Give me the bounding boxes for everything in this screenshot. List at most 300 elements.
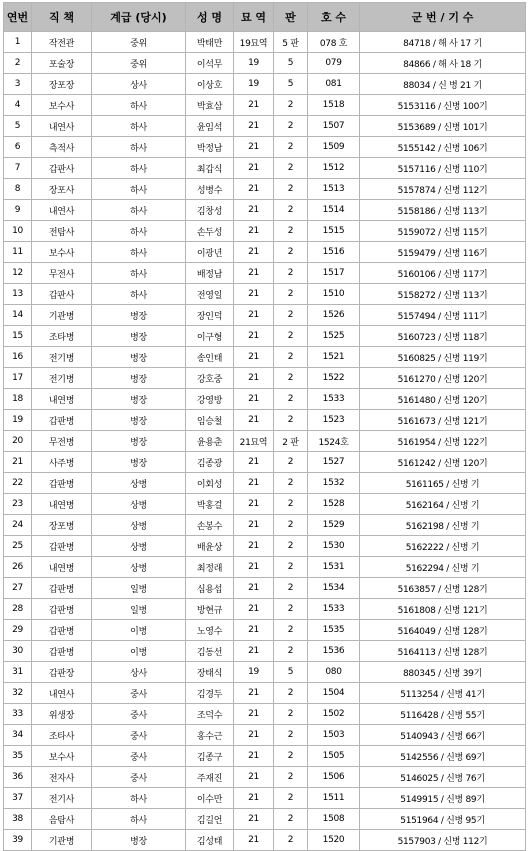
cell-plot: 2: [274, 704, 308, 725]
cell-name: 심용섭: [186, 578, 234, 599]
cell-grave: 21: [234, 683, 274, 704]
cell-no: 11: [4, 242, 32, 263]
header-service: 군 번 / 기 수: [360, 3, 526, 32]
cell-no: 3: [4, 74, 32, 95]
cell-name: 송인태: [186, 347, 234, 368]
cell-plot: 2: [274, 767, 308, 788]
cell-name: 조덕수: [186, 704, 234, 725]
cell-service: 5160723 / 신병 118기: [360, 326, 526, 347]
cell-name: 방현규: [186, 599, 234, 620]
table-row: [4, 557, 526, 578]
cell-service: 5116428 / 신병 55기: [360, 704, 526, 725]
header-plot: 판: [274, 3, 308, 32]
table-row: [4, 473, 526, 494]
cell-grave: 21: [234, 473, 274, 494]
table-row: [4, 662, 526, 683]
cell-no: 5: [4, 116, 32, 137]
cell-rank: 하사: [92, 242, 186, 263]
cell-ho: 1528: [308, 494, 360, 515]
cell-service: 5161808 / 신병 121기: [360, 599, 526, 620]
cell-service: 84718 / 해 사 17 기: [360, 32, 526, 53]
cell-ho: 1536: [308, 641, 360, 662]
table-row: [4, 179, 526, 200]
cell-grave: 21: [234, 179, 274, 200]
cell-ho: 1522: [308, 368, 360, 389]
cell-name: 이회성: [186, 473, 234, 494]
cell-no: 28: [4, 599, 32, 620]
cell-ho: 1518: [308, 95, 360, 116]
cell-plot: 2: [274, 809, 308, 830]
cell-role: 갑판병: [32, 641, 92, 662]
cell-role: 장포병: [32, 515, 92, 536]
cell-role: 측적사: [32, 137, 92, 158]
cell-plot: 2: [274, 515, 308, 536]
cell-service: 5155142 / 신병 106기: [360, 137, 526, 158]
table-row: [4, 95, 526, 116]
cell-no: 8: [4, 179, 32, 200]
table-row: [4, 452, 526, 473]
cell-ho: 1512: [308, 158, 360, 179]
cell-no: 6: [4, 137, 32, 158]
cell-ho: 1533: [308, 389, 360, 410]
cell-grave: 21: [234, 200, 274, 221]
cell-role: 무전사: [32, 263, 92, 284]
cell-name: 김종구: [186, 746, 234, 767]
cell-name: 이수만: [186, 788, 234, 809]
cell-role: 위생장: [32, 704, 92, 725]
cell-role: 장포사: [32, 179, 92, 200]
cell-service: 5140943 / 신병 66기: [360, 725, 526, 746]
cell-grave: 21: [234, 95, 274, 116]
cell-ho: 1533: [308, 599, 360, 620]
cell-name: 김경두: [186, 683, 234, 704]
cell-role: 내연사: [32, 200, 92, 221]
cell-name: 홍수근: [186, 725, 234, 746]
cell-name: 장태식: [186, 662, 234, 683]
cell-grave: 21: [234, 725, 274, 746]
cell-plot: 2: [274, 284, 308, 305]
cell-role: 전기사: [32, 788, 92, 809]
cell-plot: 2: [274, 179, 308, 200]
cell-service: 880345 / 신병 39기: [360, 662, 526, 683]
cell-role: 전기병: [32, 368, 92, 389]
cell-rank: 상병: [92, 494, 186, 515]
cell-service: 5162222 / 신병 기: [360, 536, 526, 557]
cell-ho: 1514: [308, 200, 360, 221]
cell-name: 윤임석: [186, 116, 234, 137]
cell-rank: 상병: [92, 473, 186, 494]
cell-rank: 중사: [92, 767, 186, 788]
cell-name: 손봉수: [186, 515, 234, 536]
cell-ho: 080: [308, 662, 360, 683]
cell-grave: 21: [234, 368, 274, 389]
cell-grave: 21: [234, 620, 274, 641]
cell-no: 22: [4, 473, 32, 494]
cell-role: 기관병: [32, 305, 92, 326]
cell-ho: 1524호: [308, 431, 360, 452]
cell-service: 5163857 / 신병 128기: [360, 578, 526, 599]
cell-ho: 078 호: [308, 32, 360, 53]
cell-grave: 19묘역: [234, 32, 274, 53]
cell-no: 9: [4, 200, 32, 221]
header-name: 성 명: [186, 3, 234, 32]
cell-no: 39: [4, 830, 32, 851]
cell-grave: 21: [234, 347, 274, 368]
cell-service: 5162164 / 신병 기: [360, 494, 526, 515]
header-row: [4, 3, 526, 32]
cell-service: 5157903 / 신병 112기: [360, 830, 526, 851]
cell-role: 전자사: [32, 767, 92, 788]
cell-name: 김종광: [186, 452, 234, 473]
cell-role: 조타사: [32, 725, 92, 746]
cell-no: 31: [4, 662, 32, 683]
cell-role: 갑판병: [32, 599, 92, 620]
cell-rank: 병장: [92, 410, 186, 431]
cell-service: 5164049 / 신병 128기: [360, 620, 526, 641]
cell-plot: 2: [274, 263, 308, 284]
cell-rank: 병장: [92, 326, 186, 347]
cell-service: 5161242 / 신병 120기: [360, 452, 526, 473]
header-role: 직 책: [32, 3, 92, 32]
table-row: [4, 704, 526, 725]
cell-ho: 1521: [308, 347, 360, 368]
table-row: [4, 578, 526, 599]
cell-no: 12: [4, 263, 32, 284]
cell-rank: 하사: [92, 179, 186, 200]
table-row: [4, 53, 526, 74]
cell-service: 5157116 / 신병 110기: [360, 158, 526, 179]
cell-service: 5161270 / 신병 120기: [360, 368, 526, 389]
cell-ho: 1508: [308, 809, 360, 830]
cell-rank: 병장: [92, 431, 186, 452]
table-row: [4, 389, 526, 410]
cell-no: 14: [4, 305, 32, 326]
cell-rank: 상병: [92, 536, 186, 557]
cell-name: 노영수: [186, 620, 234, 641]
cell-role: 전기병: [32, 347, 92, 368]
cell-name: 이광년: [186, 242, 234, 263]
cell-ho: 1527: [308, 452, 360, 473]
cell-no: 24: [4, 515, 32, 536]
cell-no: 29: [4, 620, 32, 641]
cell-rank: 병장: [92, 347, 186, 368]
cell-name: 배정남: [186, 263, 234, 284]
table-row: [4, 368, 526, 389]
cell-rank: 하사: [92, 221, 186, 242]
header-ho: 호 수: [308, 3, 360, 32]
table-row: [4, 221, 526, 242]
cell-grave: 21: [234, 410, 274, 431]
cell-rank: 병장: [92, 389, 186, 410]
cell-no: 15: [4, 326, 32, 347]
cell-grave: 21: [234, 830, 274, 851]
cell-service: 5161165 / 신병 기: [360, 473, 526, 494]
cell-no: 37: [4, 788, 32, 809]
cell-role: 보수사: [32, 95, 92, 116]
table-row: [4, 641, 526, 662]
cell-no: 27: [4, 578, 32, 599]
cell-ho: 1534: [308, 578, 360, 599]
table-row: [4, 599, 526, 620]
cell-rank: 하사: [92, 788, 186, 809]
table-row: [4, 536, 526, 557]
cell-rank: 중위: [92, 53, 186, 74]
cell-plot: 2: [274, 305, 308, 326]
cell-plot: 5: [274, 53, 308, 74]
table-row: [4, 32, 526, 53]
cell-rank: 중사: [92, 746, 186, 767]
cell-plot: 2: [274, 242, 308, 263]
table-row: [4, 326, 526, 347]
cell-no: 17: [4, 368, 32, 389]
cell-role: 내연병: [32, 494, 92, 515]
cell-ho: 1520: [308, 830, 360, 851]
cell-grave: 21: [234, 788, 274, 809]
cell-ho: 1525: [308, 326, 360, 347]
cell-role: 갑판병: [32, 473, 92, 494]
cell-name: 주재진: [186, 767, 234, 788]
cell-grave: 21: [234, 452, 274, 473]
cell-name: 강영방: [186, 389, 234, 410]
cell-service: 5164113 / 신병 128기: [360, 641, 526, 662]
cell-service: 5161673 / 신병 121기: [360, 410, 526, 431]
cell-role: 장포장: [32, 74, 92, 95]
cell-service: 5113254 / 신병 41기: [360, 683, 526, 704]
cell-no: 30: [4, 641, 32, 662]
cell-role: 갑판병: [32, 410, 92, 431]
cell-service: 5159479 / 신병 116기: [360, 242, 526, 263]
cell-service: 5160106 / 신병 117기: [360, 263, 526, 284]
cell-role: 보수사: [32, 242, 92, 263]
cell-grave: 21: [234, 746, 274, 767]
cell-rank: 하사: [92, 137, 186, 158]
cell-no: 35: [4, 746, 32, 767]
cell-service: 5146025 / 신병 76기: [360, 767, 526, 788]
cell-ho: 1535: [308, 620, 360, 641]
cell-grave: 19: [234, 662, 274, 683]
cell-plot: 2: [274, 641, 308, 662]
table-row: [4, 74, 526, 95]
cell-grave: 21: [234, 641, 274, 662]
cell-name: 손두성: [186, 221, 234, 242]
cell-rank: 중사: [92, 704, 186, 725]
cell-grave: 21: [234, 158, 274, 179]
cell-grave: 21: [234, 389, 274, 410]
table-row: [4, 347, 526, 368]
cell-grave: 21: [234, 116, 274, 137]
table-row: [4, 830, 526, 851]
cell-role: 갑판병: [32, 578, 92, 599]
cell-name: 김길언: [186, 809, 234, 830]
cell-no: 4: [4, 95, 32, 116]
roster-table: [3, 2, 526, 851]
cell-plot: 2: [274, 95, 308, 116]
cell-grave: 21: [234, 494, 274, 515]
cell-name: 김동선: [186, 641, 234, 662]
cell-ho: 1532: [308, 473, 360, 494]
cell-name: 성병수: [186, 179, 234, 200]
cell-role: 갑판병: [32, 536, 92, 557]
cell-grave: 21: [234, 536, 274, 557]
cell-plot: 2: [274, 746, 308, 767]
cell-plot: 2: [274, 389, 308, 410]
cell-grave: 21: [234, 326, 274, 347]
cell-name: 배윤상: [186, 536, 234, 557]
cell-plot: 2: [274, 620, 308, 641]
cell-no: 19: [4, 410, 32, 431]
cell-service: 5162294 / 신병 기: [360, 557, 526, 578]
cell-ho: 1511: [308, 788, 360, 809]
cell-role: 갑판병: [32, 620, 92, 641]
cell-name: 이상호: [186, 74, 234, 95]
cell-rank: 상병: [92, 515, 186, 536]
cell-service: 5159072 / 신병 115기: [360, 221, 526, 242]
cell-plot: 2: [274, 452, 308, 473]
cell-plot: 2 판: [274, 431, 308, 452]
cell-role: 내연병: [32, 389, 92, 410]
cell-no: 38: [4, 809, 32, 830]
cell-grave: 21: [234, 137, 274, 158]
cell-no: 34: [4, 725, 32, 746]
cell-name: 박태만: [186, 32, 234, 53]
header-rank: 계급 (당시): [92, 3, 186, 32]
cell-plot: 2: [274, 494, 308, 515]
table-row: [4, 683, 526, 704]
cell-service: 5158186 / 신병 113기: [360, 200, 526, 221]
cell-rank: 중사: [92, 683, 186, 704]
cell-role: 포술장: [32, 53, 92, 74]
table-row: [4, 431, 526, 452]
cell-service: 5161954 / 신병 122기: [360, 431, 526, 452]
cell-service: 88034 / 신 병 21 기: [360, 74, 526, 95]
cell-ho: 1526: [308, 305, 360, 326]
table-row: [4, 116, 526, 137]
cell-rank: 하사: [92, 158, 186, 179]
cell-rank: 병장: [92, 452, 186, 473]
cell-service: 5161480 / 신병 120기: [360, 389, 526, 410]
cell-plot: 2: [274, 347, 308, 368]
table-row: [4, 410, 526, 431]
table-row: [4, 620, 526, 641]
cell-role: 무전병: [32, 431, 92, 452]
cell-plot: 2: [274, 326, 308, 347]
cell-grave: 21: [234, 599, 274, 620]
table-row: [4, 242, 526, 263]
cell-plot: 5 판: [274, 32, 308, 53]
cell-ho: 1509: [308, 137, 360, 158]
cell-rank: 상사: [92, 74, 186, 95]
cell-no: 23: [4, 494, 32, 515]
table-body: [4, 32, 526, 851]
cell-no: 20: [4, 431, 32, 452]
table-row: [4, 494, 526, 515]
cell-ho: 1507: [308, 116, 360, 137]
cell-service: 5157874 / 신병 112기: [360, 179, 526, 200]
cell-no: 25: [4, 536, 32, 557]
cell-ho: 1503: [308, 725, 360, 746]
cell-name: 최갑식: [186, 158, 234, 179]
cell-ho: 1510: [308, 284, 360, 305]
cell-grave: 21묘역: [234, 431, 274, 452]
cell-grave: 21: [234, 809, 274, 830]
cell-ho: 079: [308, 53, 360, 74]
cell-rank: 상병: [92, 557, 186, 578]
cell-role: 갑판사: [32, 158, 92, 179]
cell-plot: 2: [274, 599, 308, 620]
cell-ho: 1506: [308, 767, 360, 788]
cell-grave: 21: [234, 704, 274, 725]
cell-no: 13: [4, 284, 32, 305]
cell-grave: 21: [234, 263, 274, 284]
table-row: [4, 200, 526, 221]
cell-role: 내연사: [32, 116, 92, 137]
cell-grave: 21: [234, 515, 274, 536]
cell-ho: 1505: [308, 746, 360, 767]
cell-rank: 중사: [92, 725, 186, 746]
cell-name: 강호중: [186, 368, 234, 389]
cell-role: 갑판사: [32, 284, 92, 305]
cell-role: 갑판장: [32, 662, 92, 683]
cell-rank: 하사: [92, 116, 186, 137]
cell-grave: 21: [234, 767, 274, 788]
table-row: [4, 158, 526, 179]
cell-no: 26: [4, 557, 32, 578]
cell-rank: 일병: [92, 578, 186, 599]
cell-service: 5142556 / 신병 69기: [360, 746, 526, 767]
cell-no: 16: [4, 347, 32, 368]
table-row: [4, 725, 526, 746]
cell-rank: 이병: [92, 641, 186, 662]
cell-ho: 1530: [308, 536, 360, 557]
cell-name: 윤용춘: [186, 431, 234, 452]
cell-name: 박홍걸: [186, 494, 234, 515]
cell-ho: 1531: [308, 557, 360, 578]
cell-name: 김창성: [186, 200, 234, 221]
cell-plot: 2: [274, 557, 308, 578]
cell-service: 5151964 / 신병 95기: [360, 809, 526, 830]
header-grave: 묘 역: [234, 3, 274, 32]
cell-service: 5158272 / 신병 113기: [360, 284, 526, 305]
cell-name: 장인덕: [186, 305, 234, 326]
cell-plot: 2: [274, 137, 308, 158]
cell-role: 내연병: [32, 557, 92, 578]
cell-name: 이구형: [186, 326, 234, 347]
cell-name: 임승철: [186, 410, 234, 431]
cell-plot: 5: [274, 74, 308, 95]
cell-ho: 1516: [308, 242, 360, 263]
cell-ho: 1515: [308, 221, 360, 242]
cell-service: 5162198 / 신병 기: [360, 515, 526, 536]
cell-rank: 일병: [92, 599, 186, 620]
cell-ho: 1502: [308, 704, 360, 725]
cell-ho: 081: [308, 74, 360, 95]
cell-rank: 병장: [92, 368, 186, 389]
cell-plot: 2: [274, 410, 308, 431]
cell-role: 작전관: [32, 32, 92, 53]
cell-no: 32: [4, 683, 32, 704]
cell-no: 33: [4, 704, 32, 725]
cell-plot: 2: [274, 788, 308, 809]
cell-rank: 하사: [92, 263, 186, 284]
cell-grave: 21: [234, 578, 274, 599]
cell-rank: 중위: [92, 32, 186, 53]
cell-plot: 2: [274, 158, 308, 179]
cell-ho: 1513: [308, 179, 360, 200]
cell-service: 5157494 / 신병 111기: [360, 305, 526, 326]
cell-grave: 19: [234, 74, 274, 95]
cell-no: 7: [4, 158, 32, 179]
cell-no: 1: [4, 32, 32, 53]
